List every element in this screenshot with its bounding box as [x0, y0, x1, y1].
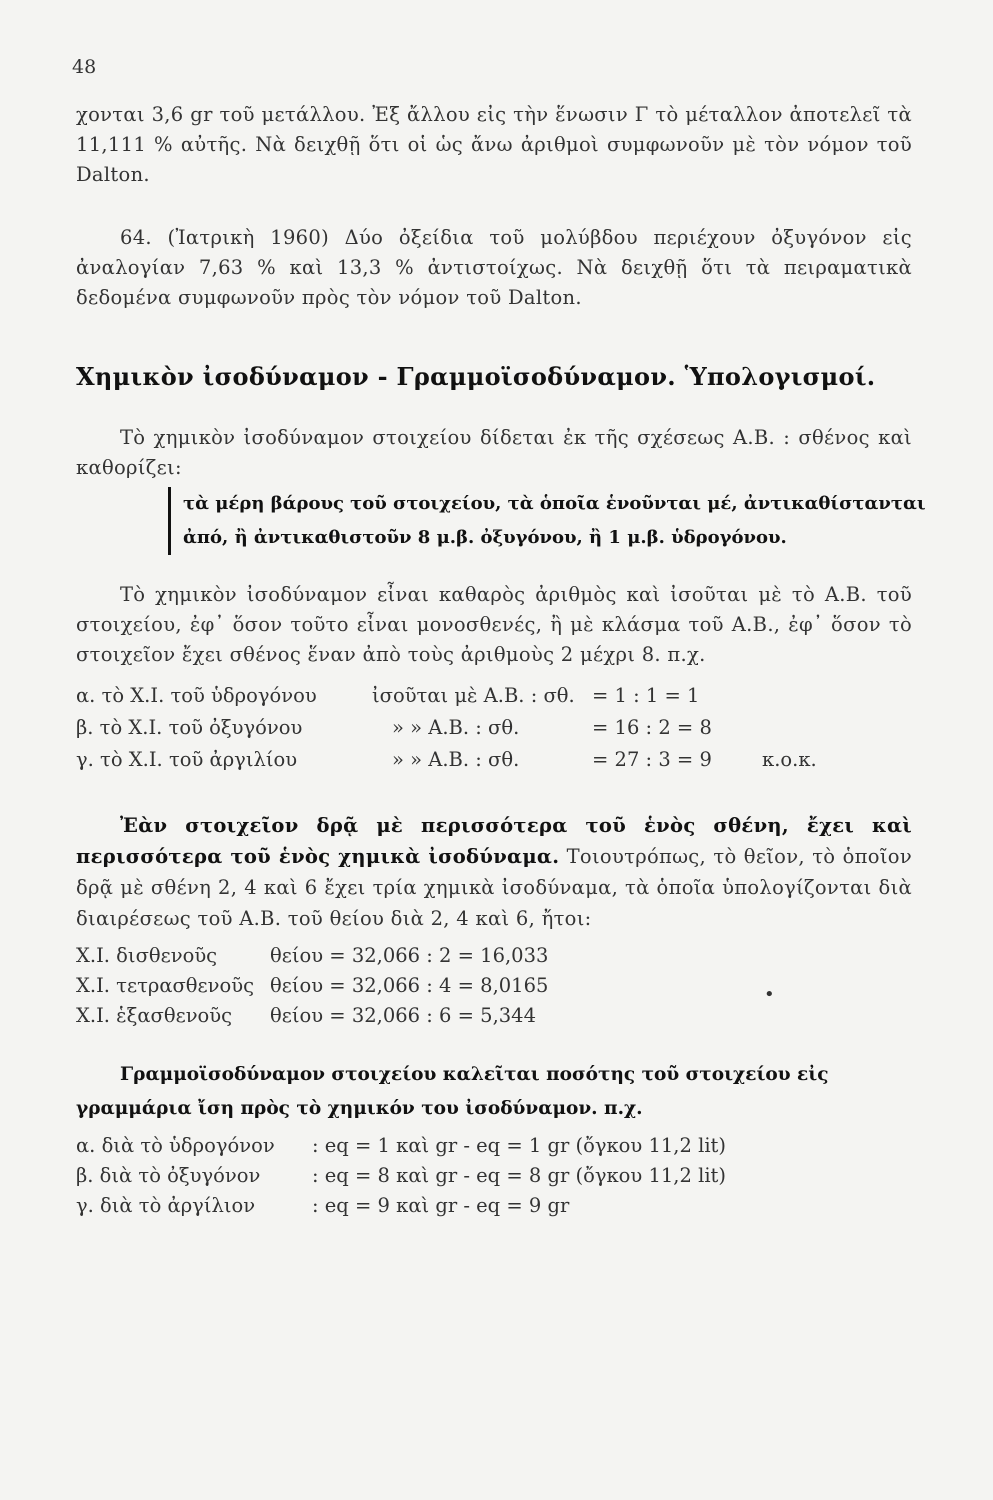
example-ce-label: γ. τὸ Χ.Ι. τοῦ ἀργιλίου — [76, 748, 298, 771]
sulfur-expr: θείου = 32,066 : 6 = 5,344 — [270, 1004, 536, 1027]
paragraph-pure-number: Τὸ χημικὸν ἰσοδύναμον εἶναι καθαρὸς ἀριθμὸς καὶ ἰσοῦται μὲ τὸ Α.Β. τοῦ στοιχείου, ἐφ᾽ ὅσον τοῦτο εἶναι μονοσθενές, ἢ μὲ κλάσμα τοῦ Α.Β., ἐφ᾽ ὅσον τὸ στοιχεῖον ἔχει σθένος ἕναν ἀπὸ τοὺς ἀριθμοὺς 2 μέχρι 8. π.χ. — [76, 583, 912, 666]
sulfur-label: Χ.Ι. τετρασθενοῦς — [76, 974, 255, 997]
gram-equivalent-definition: Γραμμοϊσοδύναμον στοιχείου καλεῖται ποσότης τοῦ στοιχείου εἰς γραμμάρια ἴση πρὸς τὸ χημικόν του ἰσοδύναμον. π.χ. — [76, 1064, 829, 1119]
statement-rest: Τοιουτρόπως, τὸ θεῖον, τὸ ὁποῖον δρᾷ μὲ σθένη 2, 4 καὶ 6 ἔχει τρία χημικὰ ἰσοδύναμα, τὰ ὁποῖα ὑπολογίζονται διὰ διαιρέσεως τοῦ Α.Β. τοῦ θείου διὰ 2, 4 καὶ 6, ἤτοι: — [76, 845, 912, 930]
example-ce-expr: = 16 : 2 = 8 — [592, 716, 712, 739]
sulfur-label: Χ.Ι. δισθενοῦς — [76, 944, 218, 967]
example-ce-expr: = 27 : 3 = 9 — [592, 748, 712, 771]
stray-mark: • — [764, 984, 775, 1005]
bold-statement: Ἐὰν στοιχεῖον δρᾷ μὲ περισσότερα τοῦ ἑνὸς σθένη, ἔχει καὶ περισσότερα τοῦ ἑνὸς χημικὰ ἰσοδύναμα. — [76, 814, 912, 868]
example-ce-mid: » » Α.Β. : σθ. — [392, 716, 520, 739]
exercise-64: 64. (Ἰατρικὴ 1960) Δύο ὀξείδια τοῦ μολύβδου περιέχουν ὀξυγόνον εἰς ἀναλογίαν 7,63 % καὶ 13,3 % ἀντιστοίχως. Νὰ δειχθῇ ὅτι τὰ πειραματικὰ δεδομένα συμφωνοῦν πρὸς τὸν νόμον τοῦ Dalton. — [76, 226, 912, 309]
example-ce-mid: » » Α.Β. : σθ. — [392, 748, 520, 771]
page-number: 48 — [72, 56, 97, 78]
gram-eq-expr: : eq = 9 καὶ gr - eq = 9 gr — [312, 1194, 570, 1217]
example-ce-label: α. τὸ Χ.Ι. τοῦ ὑδρογόνου — [76, 684, 317, 707]
gram-eq-label: γ. διὰ τὸ ἀργίλιον — [76, 1194, 256, 1217]
sulfur-expr: θείου = 32,066 : 4 = 8,0165 — [270, 974, 549, 997]
example-ce-label: β. τὸ Χ.Ι. τοῦ ὀξυγόνου — [76, 716, 303, 739]
gram-eq-expr: : eq = 8 καὶ gr - eq = 8 gr (ὄγκου 11,2 lit) — [312, 1164, 727, 1187]
definition-rule-box: τὰ μέρη βάρους τοῦ στοιχείου, τὰ ὁποῖα ἑνοῦνται μέ, ἀντικαθίστανται ἀπό, ἢ ἀντικαθιστοῦν 8 μ.β. ὀξυγόνου, ἢ 1 μ.β. ὑδρογόνου. — [168, 487, 929, 555]
section-heading: Χημικὸν ἰσοδύναμον - Γραμμοϊσοδύναμον. Ὑπολογισμοί. — [76, 362, 876, 391]
gram-eq-label: α. διὰ τὸ ὑδρογόνον — [76, 1134, 275, 1157]
example-ce-tail: κ.ο.κ. — [762, 748, 817, 771]
sulfur-label: Χ.Ι. ἑξασθενοῦς — [76, 1004, 233, 1027]
gram-eq-expr: : eq = 1 καὶ gr - eq = 1 gr (ὄγκου 11,2 lit) — [312, 1134, 727, 1157]
gram-eq-label: β. διὰ τὸ ὀξυγόνον — [76, 1164, 261, 1187]
paragraph-definition-intro: Τὸ χημικὸν ἰσοδύναμον στοιχείου δίδεται ἐκ τῆς σχέσεως Α.Β. : σθένος καὶ καθορίζει: — [76, 426, 912, 479]
example-ce-mid: ἰσοῦται μὲ Α.Β. : σθ. — [372, 684, 575, 707]
sulfur-expr: θείου = 32,066 : 2 = 16,033 — [270, 944, 549, 967]
paragraph-multiple-valences — [76, 810, 912, 934]
paragraph-continuation: χονται 3,6 gr τοῦ μετάλλου. Ἐξ ἄλλου εἰς τὴν ἕνωσιν Γ τὸ μέταλλον ἀποτελεῖ τὰ 11,111 % αὐτῆς. Νὰ δειχθῇ ὅτι οἱ ὡς ἄνω ἀριθμοὶ συμφωνοῦν μὲ τὸν νόμον τοῦ Dalton. — [76, 103, 912, 186]
example-ce-expr: = 1 : 1 = 1 — [592, 684, 700, 707]
